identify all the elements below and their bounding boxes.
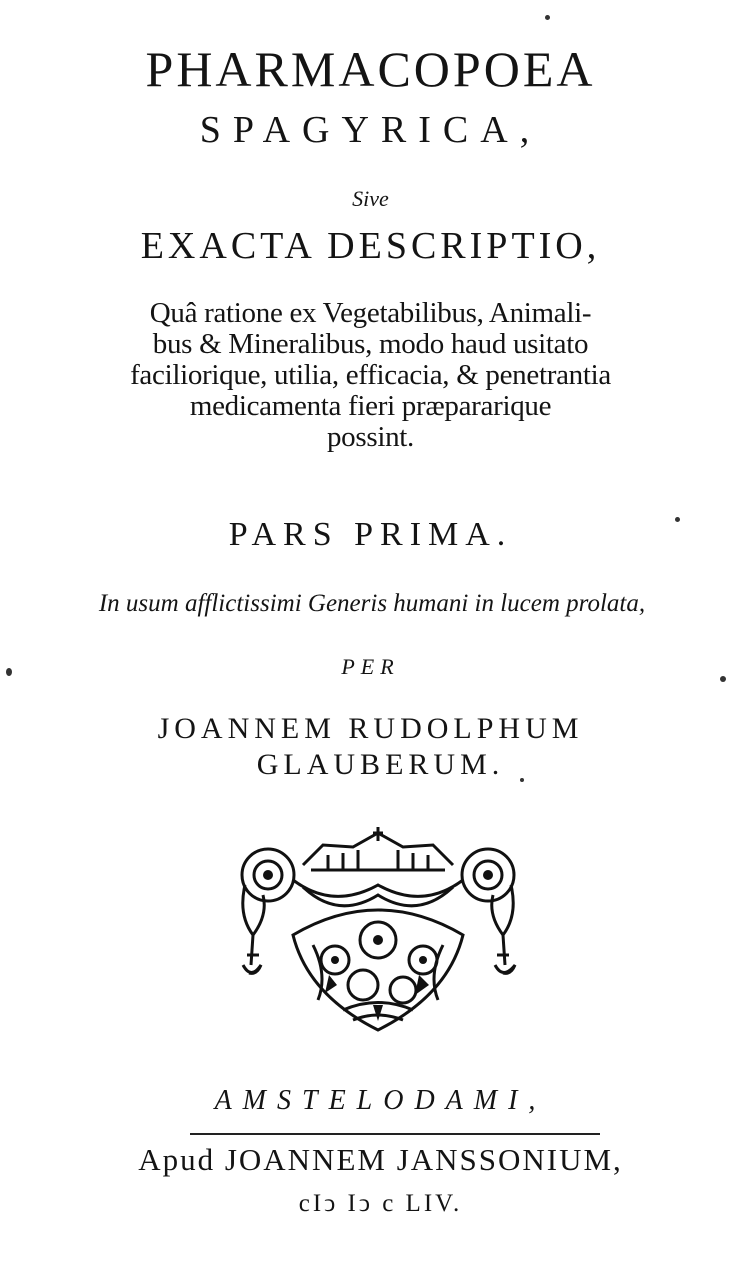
main-title-line2: SPAGYRICA, [199, 109, 542, 151]
page-speck [545, 15, 550, 20]
page-speck [6, 668, 12, 676]
page-speck [720, 676, 726, 682]
subtitle: EXACTA DESCRIPTIO, [140, 225, 601, 267]
printer-ornament-icon [233, 825, 523, 1040]
page-speck [520, 778, 524, 782]
description-line: Quâ ratione ex Vegetabilibus, Animali- [149, 297, 592, 329]
per-label: PER [341, 654, 400, 679]
sive-connector: Sive [352, 186, 389, 211]
page-speck [675, 517, 680, 522]
author-name-line1: JOANNEM RUDOLPHUM [157, 712, 584, 745]
imprint-rule [190, 1133, 600, 1135]
description-line: faciliorique, utilia, efficacia, & penetrantia [130, 359, 611, 391]
part-heading: PARS PRIMA. [228, 516, 513, 553]
description-line: medicamenta fieri præpararique [189, 390, 552, 422]
author-name-line2: GLAUBERUM. [256, 748, 505, 781]
description-block [0, 298, 741, 453]
description-line: bus & Mineralibus, modo haud usitato [152, 328, 589, 360]
publication-year: cIↄ Iↄ c LIV. [298, 1190, 463, 1217]
description-line: possint. [326, 421, 415, 453]
dedication-line: In usum afflictissimi Generis humani in lucem prolata, [98, 590, 646, 617]
place-of-publication: AMSTELODAMI, [214, 1085, 547, 1116]
main-title: PHARMACOPOEA [145, 41, 596, 97]
publisher-line: Apud JOANNEM JANSSONIUM, [138, 1142, 623, 1177]
